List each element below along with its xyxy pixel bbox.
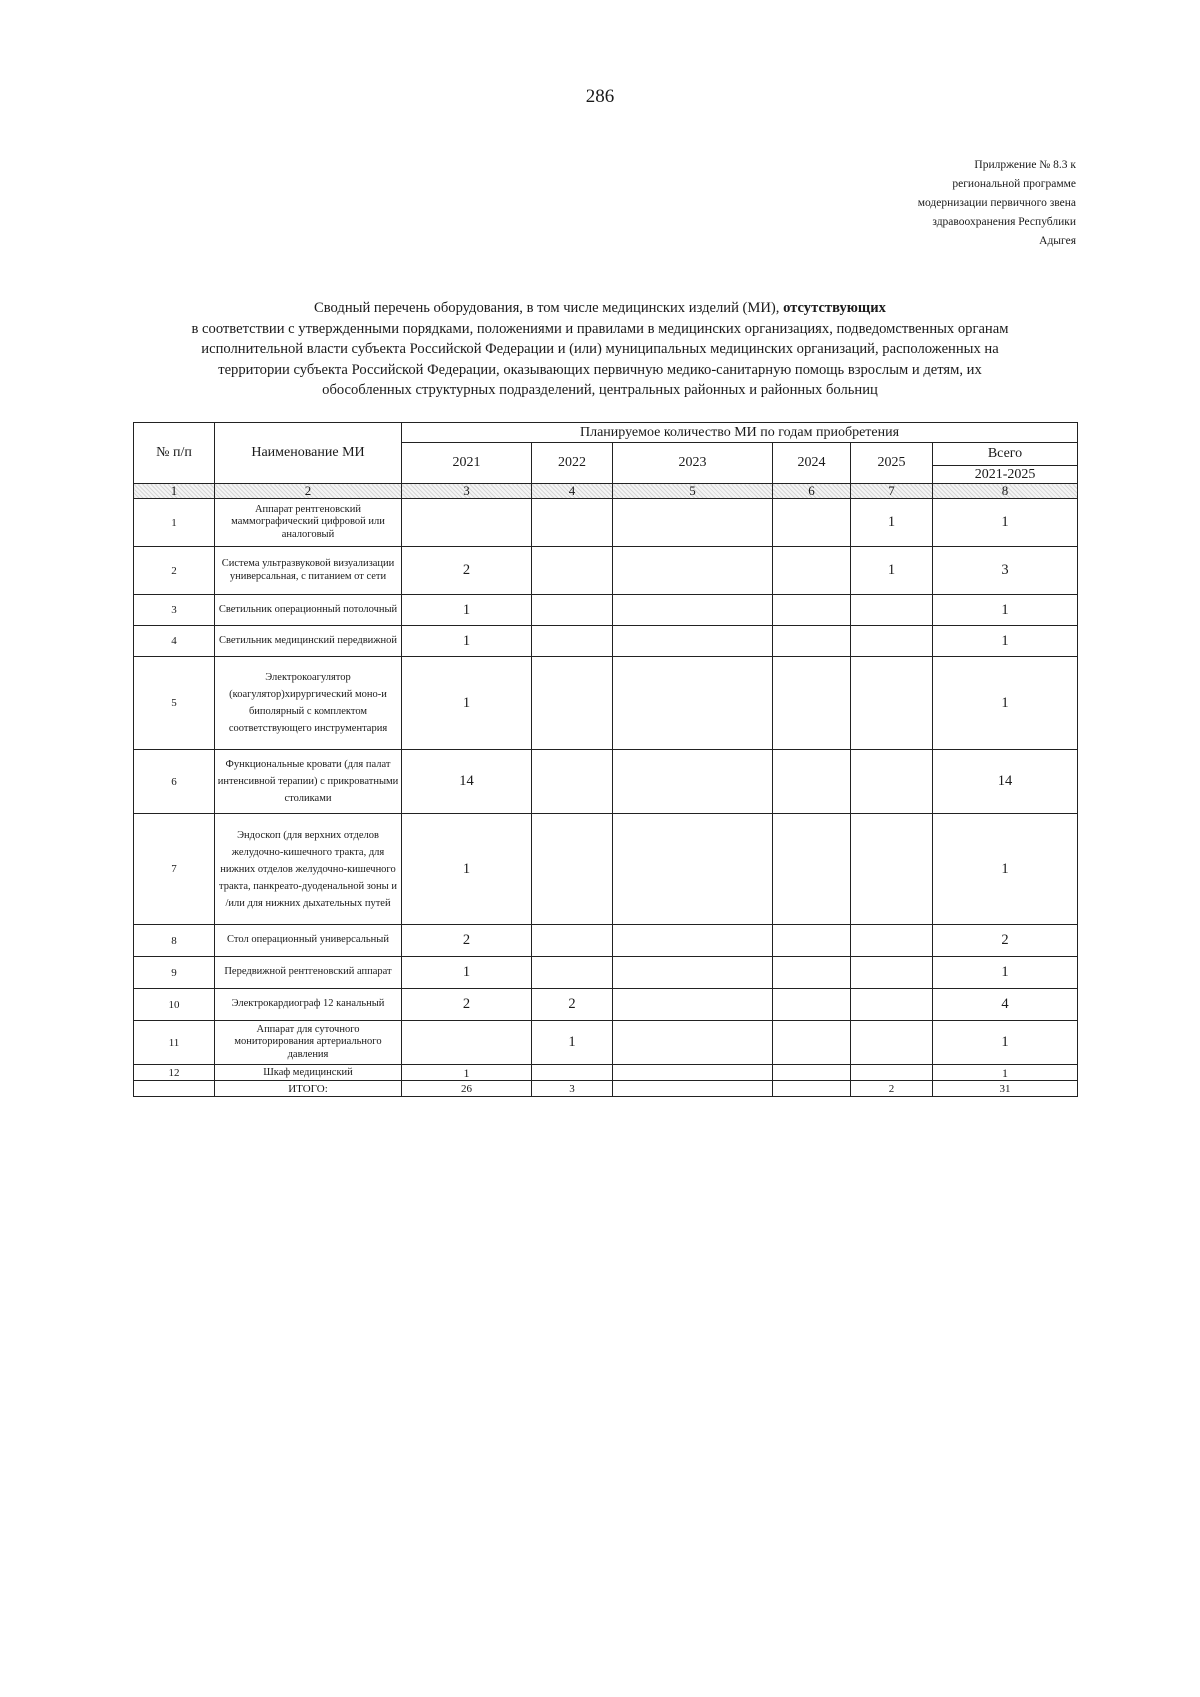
cell-y2025: [851, 925, 933, 957]
header-year-2023: 2023: [613, 443, 773, 484]
title-line-5: обособленных структурных подразделений, центральных районных и районных больниц: [322, 382, 878, 398]
cell-total: 14: [933, 750, 1078, 814]
total-total: 31: [933, 1081, 1078, 1097]
item-name: Светильник операционный потолочный: [215, 595, 402, 626]
cell-y2024: [773, 750, 851, 814]
cell-y2024: [773, 814, 851, 925]
item-name: Передвижной рентгеновский аппарат: [215, 957, 402, 989]
table-row: [134, 657, 1078, 750]
total-y2025: 2: [851, 1081, 933, 1097]
cell-y2021: 1: [402, 595, 532, 626]
table-row: [134, 626, 1078, 657]
cell-y2023: [613, 657, 773, 750]
cell-y2024: [773, 925, 851, 957]
page-number: 286: [585, 86, 615, 107]
item-name: Функциональные кровати (для палат интенсивной терапии) с прикроватными столиками: [215, 750, 402, 814]
cell-y2021: 1: [402, 957, 532, 989]
appendix-note: [816, 156, 1076, 251]
item-name: Аппарат рентгеновский маммографический цифровой или аналоговый: [215, 499, 402, 547]
cell-y2022: 1: [532, 1021, 613, 1065]
cell-y2024: [773, 499, 851, 547]
cell-y2023: [613, 499, 773, 547]
cell-y2025: [851, 595, 933, 626]
cell-total: 1: [933, 957, 1078, 989]
cell-total: 1: [933, 657, 1078, 750]
cell-y2023: [613, 547, 773, 595]
cell-total: 1: [933, 595, 1078, 626]
cell-y2023: [613, 1065, 773, 1081]
appendix-line: региональной программе: [952, 178, 1076, 190]
appendix-line: здравоохранения Республики: [932, 216, 1076, 228]
header-year-2025: 2025: [851, 443, 933, 484]
cell-y2025: [851, 1065, 933, 1081]
cell-y2023: [613, 750, 773, 814]
appendix-line: модернизации первичного звена: [917, 197, 1076, 209]
total-label: ИТОГО:: [215, 1081, 402, 1097]
cell-y2021: 14: [402, 750, 532, 814]
appendix-line: Адыгея: [1039, 235, 1076, 247]
table-row: [134, 925, 1078, 957]
cell-y2024: [773, 595, 851, 626]
cell-y2023: [613, 626, 773, 657]
title-line-3: исполнительной власти субъекта Российской Федерации и (или) муниципальных медицинских организаций, расположенных на: [201, 341, 999, 357]
cell-y2025: [851, 750, 933, 814]
cell-y2023: [613, 814, 773, 925]
cell-y2024: [773, 1065, 851, 1081]
cell-y2023: [613, 595, 773, 626]
column-number: 6: [773, 484, 851, 499]
cell-y2022: [532, 957, 613, 989]
cell-y2021: [402, 499, 532, 547]
column-number-row: [134, 484, 1078, 499]
row-number: 9: [134, 957, 215, 989]
table-row: [134, 750, 1078, 814]
item-name: Аппарат для суточного мониторирования артериального давления: [215, 1021, 402, 1065]
column-number: 8: [933, 484, 1078, 499]
item-name: Шкаф медицинский: [215, 1065, 402, 1081]
header-total-bottom: 2021-2025: [933, 466, 1078, 484]
header-num: № п/п: [134, 423, 215, 484]
cell-total: 1: [933, 1021, 1078, 1065]
cell-y2022: [532, 814, 613, 925]
title-line-4: территории субъекта Российской Федерации, оказывающих первичную медико-санитарную помощь взрослым и детям, их: [218, 361, 982, 378]
row-number: 12: [134, 1065, 215, 1081]
column-number: 1: [134, 484, 215, 499]
column-number: 7: [851, 484, 933, 499]
cell-y2021: 1: [402, 626, 532, 657]
title-line-1-normal: Сводный перечень оборудования, в том числе медицинских изделий (МИ),: [314, 300, 784, 316]
row-number: 5: [134, 657, 215, 750]
cell-y2025: [851, 657, 933, 750]
table-row: [134, 957, 1078, 989]
cell-y2025: 1: [851, 547, 933, 595]
cell-total: 1: [933, 814, 1078, 925]
title-line-1-bold: отсутствующих: [783, 300, 886, 316]
title-line-2: в соответствии с утвержденными порядками, положениями и правилами в медицинских организациях, подведомственных органам: [191, 320, 1009, 337]
cell-y2022: [532, 626, 613, 657]
cell-y2025: [851, 814, 933, 925]
item-name: Электрокардиограф 12 канальный: [215, 989, 402, 1021]
row-number: 2: [134, 547, 215, 595]
cell-y2025: [851, 1021, 933, 1065]
column-number: 3: [402, 484, 532, 499]
cell-total: 3: [933, 547, 1078, 595]
column-number: 5: [613, 484, 773, 499]
cell-total: 1: [933, 499, 1078, 547]
row-number: 8: [134, 925, 215, 957]
cell-y2025: [851, 989, 933, 1021]
item-name: Стол операционный универсальный: [215, 925, 402, 957]
header-group: Планируемое количество МИ по годам приобретения: [402, 423, 1078, 443]
cell-y2024: [773, 626, 851, 657]
column-number: 2: [215, 484, 402, 499]
cell-total: 1: [933, 1065, 1078, 1081]
item-name: Система ультразвуковой визуализации универсальная, с питанием от сети: [215, 547, 402, 595]
total-row-num: [134, 1081, 215, 1097]
cell-y2024: [773, 989, 851, 1021]
cell-y2023: [613, 1021, 773, 1065]
cell-y2024: [773, 657, 851, 750]
total-y2023: [613, 1081, 773, 1097]
total-row: [134, 1081, 1078, 1097]
total-y2021: 26: [402, 1081, 532, 1097]
table-row: [134, 1021, 1078, 1065]
cell-y2021: 1: [402, 1065, 532, 1081]
cell-y2021: 2: [402, 925, 532, 957]
item-name: Светильник медицинский передвижной: [215, 626, 402, 657]
table-row: [134, 1065, 1078, 1081]
cell-y2025: [851, 626, 933, 657]
row-number: 11: [134, 1021, 215, 1065]
item-name: Электрокоагулятор (коагулятор)хирургический моно-и биполярный с комплектом соответствующего инструментария: [215, 657, 402, 750]
header-row: [134, 423, 1078, 443]
cell-y2025: 1: [851, 499, 933, 547]
column-number: 4: [532, 484, 613, 499]
cell-y2022: [532, 657, 613, 750]
cell-total: 1: [933, 626, 1078, 657]
cell-y2024: [773, 957, 851, 989]
row-number: 3: [134, 595, 215, 626]
cell-y2021: 2: [402, 547, 532, 595]
header-year-2024: 2024: [773, 443, 851, 484]
cell-y2024: [773, 547, 851, 595]
cell-y2022: [532, 595, 613, 626]
cell-y2025: [851, 957, 933, 989]
total-y2022: 3: [532, 1081, 613, 1097]
total-y2024: [773, 1081, 851, 1097]
cell-y2024: [773, 1021, 851, 1065]
cell-y2021: 2: [402, 989, 532, 1021]
cell-y2022: [532, 547, 613, 595]
cell-y2023: [613, 989, 773, 1021]
header-year-2021: 2021: [402, 443, 532, 484]
cell-y2021: [402, 1021, 532, 1065]
table-row: [134, 595, 1078, 626]
table-row: [134, 499, 1078, 547]
cell-y2022: 2: [532, 989, 613, 1021]
cell-y2023: [613, 957, 773, 989]
row-number: 4: [134, 626, 215, 657]
cell-y2022: [532, 925, 613, 957]
cell-y2021: 1: [402, 657, 532, 750]
row-number: 10: [134, 989, 215, 1021]
item-name: Эндоскоп (для верхних отделов желудочно-кишечного тракта, для нижних отделов желудочно-кишечного тракта, панкреато-дуоденальной зоны и /или для нижних дыхательных путей: [215, 814, 402, 925]
cell-y2022: [532, 1065, 613, 1081]
cell-total: 2: [933, 925, 1078, 957]
row-number: 6: [134, 750, 215, 814]
document-title: [120, 298, 1080, 401]
cell-y2022: [532, 750, 613, 814]
title-line-1: [120, 298, 1080, 319]
equipment-table: [133, 422, 1078, 1097]
cell-total: 4: [933, 989, 1078, 1021]
cell-y2021: 1: [402, 814, 532, 925]
header-name: Наименование МИ: [215, 423, 402, 484]
table-row: [134, 814, 1078, 925]
cell-y2022: [532, 499, 613, 547]
header-year-2022: 2022: [532, 443, 613, 484]
table-row: [134, 989, 1078, 1021]
row-number: 7: [134, 814, 215, 925]
appendix-line: Прилржение № 8.3 к: [974, 159, 1076, 171]
header-total-top: Всего: [933, 443, 1078, 466]
row-number: 1: [134, 499, 215, 547]
cell-y2023: [613, 925, 773, 957]
table-row: [134, 547, 1078, 595]
